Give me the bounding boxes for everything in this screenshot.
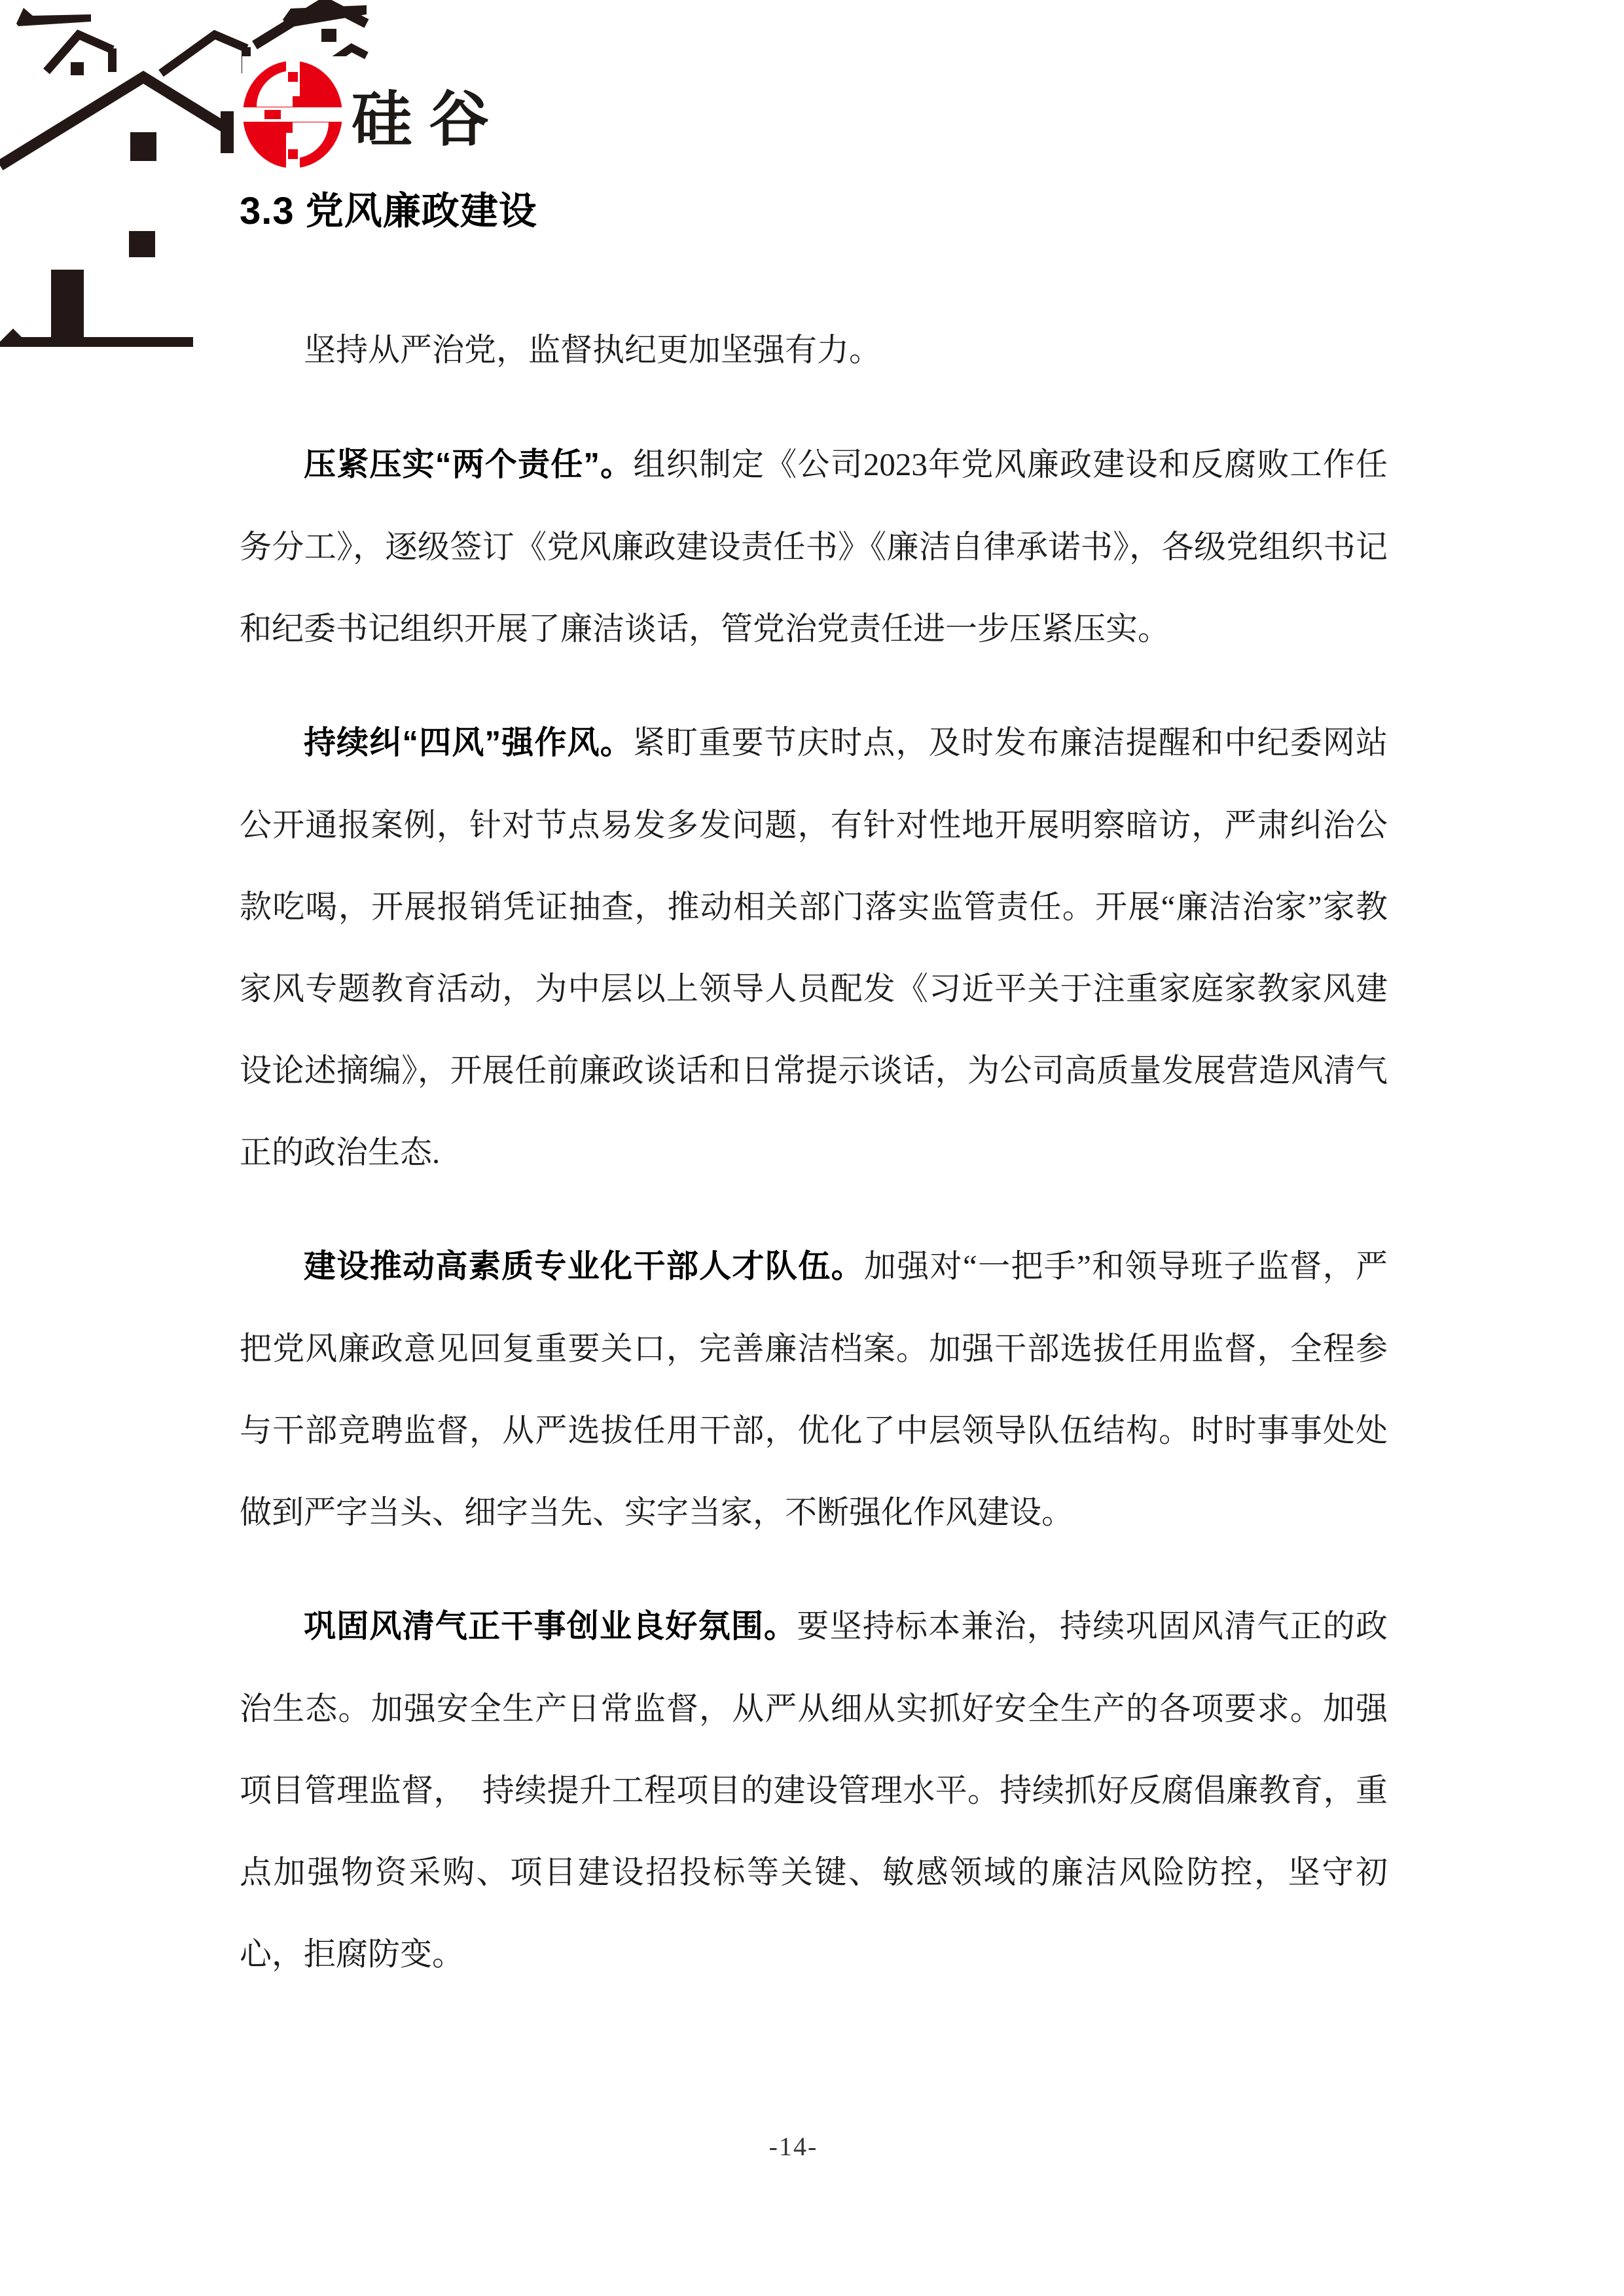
paragraph-lead: 巩固风清气正干事创业良好氛围。 [304,1609,797,1644]
section-heading: 3.3 党风廉政建设 [240,190,537,232]
paragraph-text: 要坚持标本兼治，持续巩固风清气正的政治生态。加强安全生产日常监督，从严从细从实抓好安全生产的各项要求。加强项目管理监督， 持续提升工程项目的建设管理水平。持续抓好反腐倡廉教育，重点加强物资采购、项目建设招投标等关键、敏感领域的廉洁风险防控，坚守初心，拒腐防变。 [240,1608,1388,1972]
paragraph-lead: 建设推动高素质专业化干部人才队伍。 [304,1249,864,1284]
body-text [240,309,1388,2027]
brand-text: 硅谷 [352,86,507,153]
paragraph-text: 组织制定《公司2023年党风廉政建设和反腐败工作任务分工》，逐级签订《党风廉政建设责任书》《廉洁自律承诺书》，各级党组织书记和纪委书记组织开展了廉洁谈话，管党治党责任进一步压紧压实。 [240,446,1388,647]
page-number: -14- [768,2132,818,2161]
paragraph [240,309,1388,391]
paragraph-lead: 压紧压实“两个责任”。 [304,447,634,482]
paragraph-lead: 持续纠“四风”强作风。 [304,725,633,761]
paragraph [240,1225,1388,1553]
paragraph [240,1585,1388,1995]
paragraph-text: 加强对“一把手”和领导班子监督，严把党风廉政意见回复重要关口，完善廉洁档案。加强干部选拔任用监督，全程参与干部竞聘监督，从严选拔任用干部，优化了中层领导队伍结构。时时事事处处做到严字当头、细字当先、实字当家，不断强化作风建设。 [240,1248,1388,1530]
paragraph-text: 紧盯重要节庆时点，及时发布廉洁提醒和中纪委网站公开通报案例，针对节点易发多发问题，有针对性地开展明察暗访，严肃纠治公款吃喝，开展报销凭证抽查，推动相关部门落实监管责任。开展“廉洁治家”家教家风专题教育活动，为中层以上领导人员配发《习近平关于注重家庭家教家风建设论述摘编》，开展任前廉政谈话和日常提示谈话，为公司高质量发展营造风清气正的政治生态. [240,725,1388,1170]
logo-mark-icon [241,56,350,194]
paragraph-text: 坚持从严治党，监督执纪更加坚强有力。 [304,332,882,368]
paragraph [240,702,1388,1193]
paragraph [240,423,1388,670]
